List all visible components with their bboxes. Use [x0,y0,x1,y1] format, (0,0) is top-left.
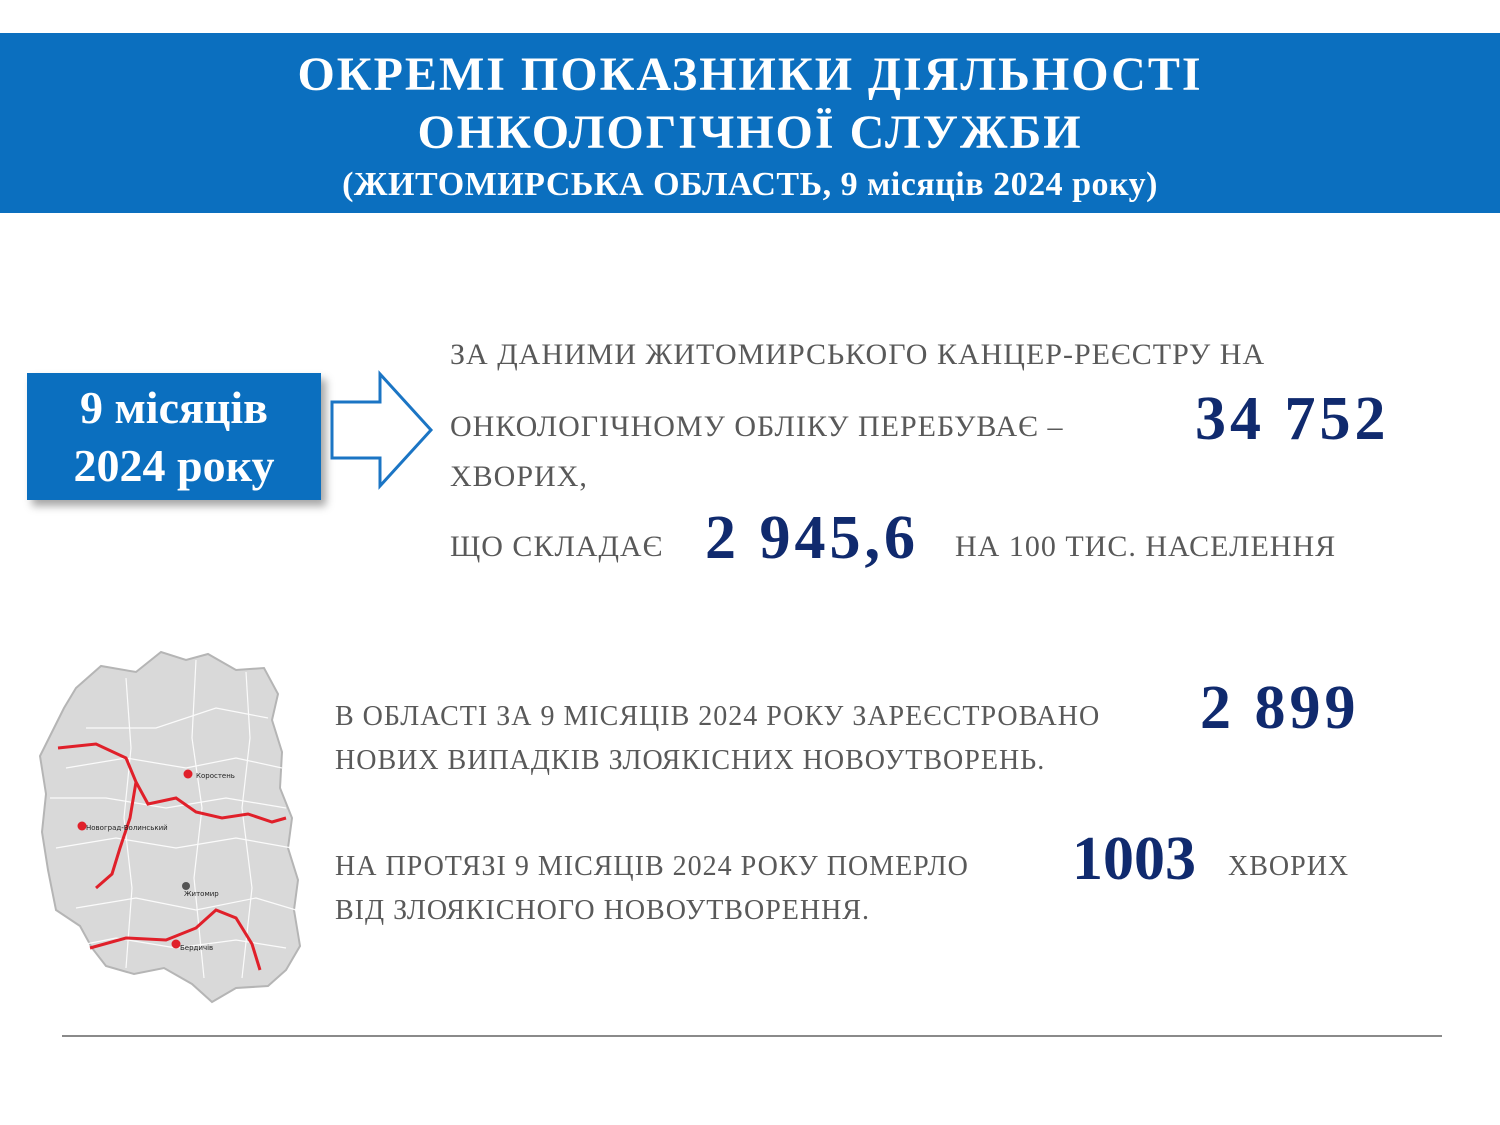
period-badge [27,373,321,500]
deaths-count: 1003 [1072,825,1196,893]
deaths-line1: НА ПРОТЯЗІ 9 МІСЯЦІВ 2024 РОКУ ПОМЕРЛО [335,851,969,882]
new-cases-line2: НОВИХ ВИПАДКІВ ЗЛОЯКІСНИХ НОВОУТВОРЕНЬ. [335,745,1046,776]
registry-line1: ЗА ДАНИМИ ЖИТОМИРСЬКОГО КАНЦЕР-РЕЄСТРУ НА [450,338,1266,371]
city-label: Коростень [196,772,235,780]
period-badge-line2: 2024 року [73,440,275,491]
deaths-line2: ВІД ЗЛОЯКІСНОГО НОВОУТВОРЕННЯ. [335,895,870,926]
registry-line3: ХВОРИХ, [450,460,588,493]
page-subtitle: (ЖИТОМИРСЬКА ОБЛАСТЬ, 9 місяців 2024 року) [342,166,1158,203]
registry-line2: ОНКОЛОГІЧНОМУ ОБЛІКУ ПЕРЕБУВАЄ – [450,410,1064,443]
region-map [36,648,306,1008]
rate-prefix: ЩО СКЛАДАЄ [450,530,664,563]
city-marker-korosten [184,770,193,779]
city-label: Новоград-Волинський [86,824,168,832]
rate-suffix: НА 100 ТИС. НАСЕЛЕННЯ [955,530,1337,563]
deaths-suffix: ХВОРИХ [1228,851,1350,882]
page-title-line2: ОНКОЛОГІЧНОЇ СЛУЖБИ [417,106,1083,159]
period-badge-line1: 9 місяців [79,382,269,433]
right-arrow-icon [328,370,438,490]
city-marker-zhytomyr [182,882,190,890]
bottom-divider [62,1035,1442,1037]
rate-value: 2 945,6 [705,504,919,572]
page-title-line1: ОКРЕМІ ПОКАЗНИКИ ДІЯЛЬНОСТІ [297,48,1203,101]
new-cases-count: 2 899 [1200,674,1360,742]
new-cases-line1: В ОБЛАСТІ ЗА 9 МІСЯЦІВ 2024 РОКУ ЗАРЕЄСТРОВАНО [335,701,1101,732]
registry-count: 34 752 [1195,385,1390,453]
city-label: Бердичів [180,944,214,952]
header-banner [0,33,1500,213]
city-label: Житомир [184,890,219,898]
